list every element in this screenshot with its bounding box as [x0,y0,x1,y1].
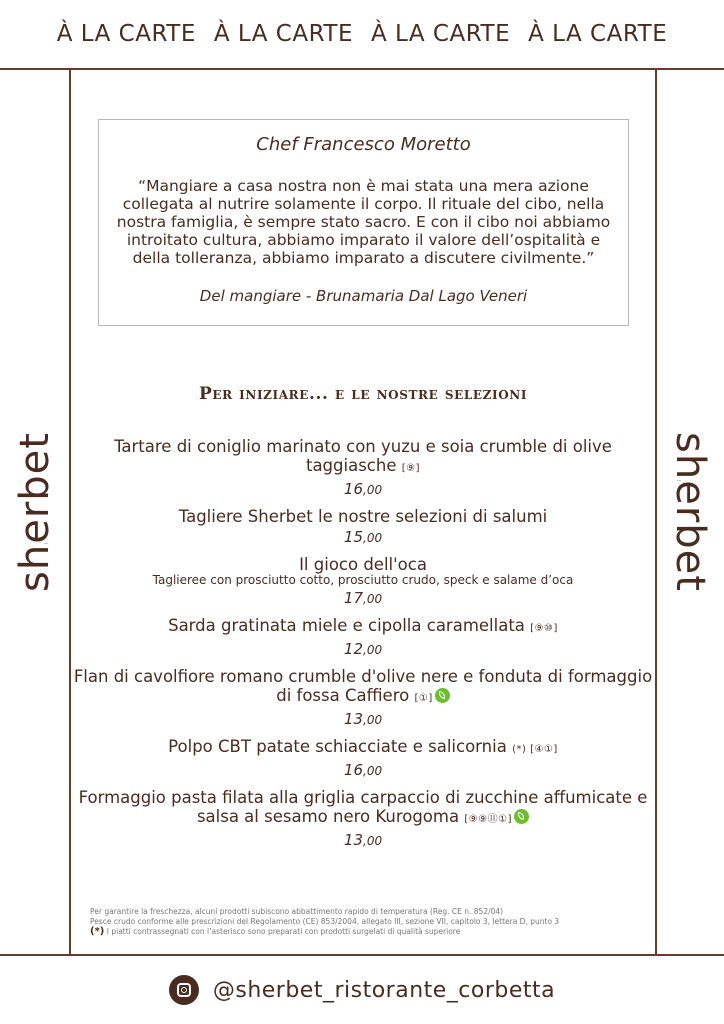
menu-item [71,737,655,782]
instagram-icon[interactable] [169,975,199,1005]
quote-box [98,119,629,326]
item-price: 16,00 [343,761,383,779]
item-price: 13,00 [343,710,383,728]
item-price: 15,00 [343,528,383,546]
menu-item [71,507,655,549]
banner-text: À LA CARTE [528,21,668,47]
menu-item [71,555,655,610]
menu-item [71,437,655,501]
item-price: 13,00 [343,831,383,849]
chef-name: Chef Francesco Moretto [256,134,471,155]
banner-text: À LA CARTE [371,21,511,47]
instagram-handle[interactable]: @sherbet_ristorante_corbetta [212,977,556,1003]
footnote-line: Pesce crudo conforme alle prescrizioni del Regolamento (CE) 853/2004, allegato III, sezione VII, capitolo 3, lettera D, punto 3 [90,917,560,926]
footnote-line: Per garantire la freschezza, alcuni prodotti subiscono abbattimento rapido di temperatura (Reg. CE n. 852/04) [90,907,504,916]
menu-list [71,437,655,858]
quote-text: “Mangiare a casa nostra non è mai stata una mera azione collegata al nutrire solamente il corpo. Il rituale del cibo, nella nostra famiglia, è sempre stato sacro. E con il cibo noi abbiamo introitato cultura, abbiamo imparato il valore dell’ospitalità e della tolleranza, abbiamo imparato a discutere civilmente.” [116,177,611,267]
footnote [90,907,650,937]
side-logo-right: sherbet [667,432,713,592]
allergen-tags: (*) [④①] [512,744,558,755]
banner-text: À LA CARTE [213,21,353,47]
banner-text: À LA CARTE [56,21,196,47]
vegetarian-leaf-icon [514,809,529,824]
top-banner [0,0,724,68]
footnote-line: I piatti contrassegnati con l’asterisco sono preparati con prodotti surgelati di qualità superiore [106,927,461,936]
allergen-tags: [⑨] [401,463,421,474]
menu-item [71,788,655,852]
allergen-tags: [⑨⑨⑪①] [464,814,513,825]
item-name: Tagliere Sherbet le nostre selezioni di salumi [178,507,548,526]
asterisk-mark: (*) [90,926,105,937]
item-name: Polpo CBT patate schiacciate e salicornia [168,737,507,756]
item-price: 12,00 [343,640,383,658]
item-price: 17,00 [343,589,383,607]
item-name: Il gioco dell'oca [299,555,427,574]
item-name: Flan di cavolfiore romano crumble d'olive nere e fonduta di formaggio di fossa Caffiero [73,667,653,705]
item-description: Taglieree con prosciutto cotto, prosciutto crudo, speck e salame d’oca [152,573,574,587]
vegetarian-leaf-icon [435,688,450,703]
menu-item [71,616,655,661]
allergen-tags: [⑨⑩] [530,623,558,634]
item-name: Formaggio pasta filata alla griglia carpaccio di zucchine affumicate e salsa al sesamo nero Kurogoma [78,788,648,826]
item-price: 16,00 [343,480,383,498]
top-divider [0,68,724,70]
item-name: Tartare di coniglio marinato con yuzu e soia crumble di olive taggiasche [114,437,612,475]
menu-item [71,667,655,731]
right-border [655,68,657,956]
quote-source: Del mangiare - Brunamaria Dal Lago Veneri [199,287,528,305]
allergen-tags: [①] [414,693,433,704]
section-title: Per iniziare... e le nostre selezioni [198,384,528,404]
item-name: Sarda gratinata miele e cipolla caramellata [168,616,525,635]
social-footer [0,956,724,1024]
side-logo-left: sherbet [12,432,58,592]
